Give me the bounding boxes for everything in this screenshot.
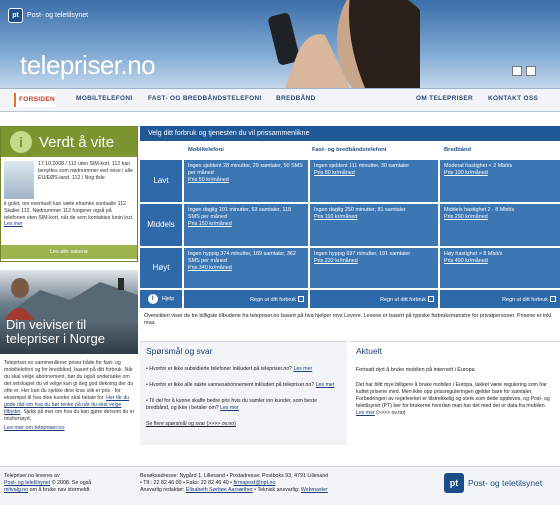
calc-fast-link[interactable] [310, 290, 438, 308]
cell-price-link[interactable]: Pris 190 kr/måned [444, 170, 488, 176]
calc-bredband-link[interactable] [440, 290, 560, 308]
help-label: Hjelp [161, 296, 175, 302]
site-footer [0, 466, 560, 505]
footer-left-text-b: © 2008. Se også [50, 480, 92, 486]
row-label-lavt: Lavt [140, 160, 182, 202]
cell-lavt-mobil[interactable] [184, 160, 308, 202]
nav-om-telepriser[interactable]: OM TELEPRISER [416, 95, 473, 102]
cell-price-link[interactable]: Pris 80 kr/måned [314, 170, 355, 176]
faq-item [146, 398, 341, 412]
print-icon[interactable] [512, 66, 522, 76]
cell-price-link[interactable]: Pris 50 kr/måned [188, 177, 229, 183]
verdt-text-b-body: it golet, om eventuell kan væte elramke sonlaalle 112 Skalier 112. Nødnummer 112 fungerer også på telefonen uten SIM-kort, når de som kontaktes lunin lozi. [4, 201, 134, 221]
help-icon: i [148, 294, 158, 304]
cell-price-link[interactable]: Pris 290 kr/måned [444, 214, 488, 220]
footer-contact-line: • Tlf.: 22 82 46 00 • Faks: 22 82 46 40 • [140, 480, 233, 486]
veiviser-text [4, 360, 137, 423]
cell-middels-fast[interactable] [310, 204, 438, 246]
header-icons [512, 66, 536, 76]
footer-address-line: Besøksadresse: Nygård 1, Lillesand • Postadresse: Postboks 93, 4791 Lillesand [140, 473, 329, 479]
cell-text: Ingen daglig 101 minutter, 63 samtaler, 118 SMS per måned [188, 207, 291, 220]
faq-item [146, 382, 341, 389]
veiviser-text-tail: . Sjekk på mer om hva du kan gjøre dersom du er misfornøyd. [4, 409, 135, 422]
veiviser-text-body: Telepriser.no sammenlikner priser både for fast- og mobiltelefoni og for bredbånd, basert på ditt forbruk. Når du skal velge abonnement, bør du også undersøke om det selskapet du vil velge kan gi deg god dekning der du ofte er. Her kan du sjekke dine krav slik er pris - for eksempel til hva dine kunder skal betale for. [4, 360, 134, 401]
cell-text: Ingen sjeldent 28 minutter, 29 samtaler, 50 SMS per måned [188, 163, 303, 176]
faq-all-link[interactable]: Se flere spørsmål og svar (>>>> ov.no) [146, 421, 236, 427]
cell-price-link[interactable]: Pris 340 kr/måned [188, 265, 232, 271]
footer-tech-label: • Teknisk ansvarlig: [252, 487, 301, 493]
cell-price-link[interactable]: Pris 150 kr/måned [188, 221, 232, 227]
cell-lavt-fast[interactable] [310, 160, 438, 202]
cell-lavt-bredband[interactable] [440, 160, 560, 202]
cell-price-link[interactable]: Pris 232 kr/måned [314, 258, 358, 264]
nav-forsiden[interactable]: FORSIDEN [14, 93, 55, 107]
faq-box [140, 341, 347, 445]
cell-middels-mobil[interactable] [184, 204, 308, 246]
news-read-more-link[interactable]: Les mer [356, 410, 375, 416]
footer-address [140, 473, 400, 494]
verdt-all-link[interactable]: Les alle sakene [1, 245, 137, 259]
english-flag-icon[interactable] [526, 66, 536, 76]
cell-text: Middels hastighet 2 - 8 Mbit/s [444, 207, 515, 213]
nav-mobiltelefoni[interactable]: MOBILTELEFONI [76, 95, 133, 102]
veiviser-title: Din veiviser til telepriser i Norge [6, 317, 105, 346]
row-label-middels: Middels [140, 204, 182, 246]
cell-text: Høy hastighet > 8 Mbit/s [444, 251, 503, 257]
news-body [356, 382, 556, 417]
cell-hoyt-fast[interactable] [310, 248, 438, 288]
cell-hoyt-bredband[interactable] [440, 248, 560, 288]
row-label-hoyt: Høyt [140, 248, 182, 288]
news-body-text: Det har blitt mye billigere å bruke mobilen i Europa, takket være regulering som har kuttet prisene med. Men ikke opp prissreguleringen gjelder bare for samtaler. Forbedringen av regelverket er tilstrekkelig og sterk som dette oppleves, og Post- og teletilsynet (PT) ber for brukerne hvordan man har det med det er data fra mobilen. [356, 382, 550, 409]
footer-webmaster-link[interactable]: Webmaster [300, 487, 328, 493]
faq-link[interactable]: Les mer [315, 382, 335, 388]
news-headline[interactable]: Fortsatt dyrt å bruke mobilen på internett i Europa [356, 367, 475, 373]
header-photo [255, 0, 420, 88]
news-title: Aktuelt [356, 346, 382, 356]
footer-email-link[interactable]: firmapost@npt.no [233, 480, 276, 486]
news-link-tail: (>>>> ov.no) [374, 410, 406, 416]
veiviser-photo [0, 270, 138, 320]
footer-left [4, 473, 134, 494]
cell-text: Ingen sjeldent 111 minutter, 30 samtaler [314, 163, 410, 169]
footer-editor-link[interactable]: Elisabeth Sørbøe Aarsæther [185, 487, 253, 493]
veiviser-advice-link[interactable]: Her får du gode råd om hva du bør tenke på når du skal velge tilbyder [4, 395, 130, 415]
veiviser-banner [0, 270, 138, 354]
nav-bredband[interactable]: BREDBÅND [276, 95, 316, 102]
site-brand[interactable]: telepriser.no [20, 50, 156, 80]
verdt-text-b [4, 201, 134, 228]
compare-title: Velg ditt forbruk og tjenesten du vil prissammenlikne [140, 126, 560, 141]
footer-left-text-c: om å bruke nav stormeldt [28, 487, 90, 493]
col-bredband: Bredbånd [444, 147, 472, 153]
cell-middels-bredband[interactable] [440, 204, 560, 246]
calc-label: Regn ut ditt forbruk [250, 297, 296, 303]
veiviser-read-more-link[interactable]: Les mer om telepriser.no [4, 425, 65, 431]
nav-kontakt-oss[interactable]: KONTAKT OSS [488, 95, 539, 102]
faq-question: • Hvorfor er ikke subsidierte telefoner inkludert på telepriser.no? [146, 366, 292, 372]
footer-mitvalg-link[interactable]: mitvalg.no [4, 487, 29, 493]
cell-text: Ingen daglig 250 minutter, 81 samtaler [314, 207, 406, 213]
cell-price-link[interactable]: Pris 110 kr/måned [314, 214, 358, 220]
verdt-header [1, 127, 137, 157]
pt-logo-footer-text: Post- og teletilsynet [468, 478, 543, 488]
faq-link[interactable]: Les mer [293, 366, 313, 372]
cell-text: Moderat hastighet < 2 Mbit/s [444, 163, 513, 169]
info-icon: i [10, 131, 32, 153]
pt-logo-footer[interactable] [444, 473, 542, 493]
faq-question: • Til del for å kunne skaffe bedre pris hvis du samler inn kunder, som beste bredbånd, og ikke i betaler om? [146, 398, 317, 411]
nav-fast-bredband[interactable]: FAST- OG BREDBÅNDSTELEFONI [148, 95, 262, 102]
footer-editor-label: Ansvarlig redaktør: [140, 487, 186, 493]
news-box [350, 341, 560, 445]
col-mobil: Mobiltelefoni [188, 147, 224, 153]
cell-price-link[interactable]: Pris 490 kr/måned [444, 258, 488, 264]
calc-label: Regn ut ditt forbruk [502, 297, 548, 303]
verdt-read-more-link[interactable]: Les mer [4, 221, 23, 228]
faq-question: • Hvorfor er ikke alle sakte vannesabonnement inkludert på telepriser.no? [146, 382, 315, 388]
footer-pt-link[interactable]: Post- og teletilsynet [4, 480, 51, 486]
site-header [0, 0, 560, 88]
verdt-a-vite-box [0, 126, 138, 262]
verdt-photo [4, 161, 34, 199]
cell-hoyt-mobil[interactable] [184, 248, 308, 288]
verdt-text-a: 17.10.2008 / 112 uten SIM-kort. 112 kan benyttes som nødnummer ved reise i alle EU/EØS-land. 112 / Nog tlsle [38, 161, 133, 181]
calc-label: Regn ut ditt forbruk [380, 297, 426, 303]
pt-logo-text: Post- og teletilsynet [27, 11, 89, 19]
faq-title: Spørsmål og svar [146, 346, 213, 356]
pt-logo-icon: pt [8, 8, 23, 23]
compare-column-headers [140, 145, 560, 158]
checkbox-icon [550, 296, 556, 302]
faq-item [146, 366, 341, 373]
col-fast: Fast- og bredbåndstelefoni [312, 147, 387, 153]
cell-text: Ingen hyppig 697 minutter, 191 samtaler [314, 251, 411, 257]
calc-mobil-link[interactable] [184, 290, 308, 308]
help-cell[interactable] [140, 290, 182, 308]
checkbox-icon [298, 296, 304, 302]
cell-text: Ingen hyppig 374 minutter, 189 samtaler, 362 SMS per måned [188, 251, 296, 264]
pt-logo-footer-icon: pt [444, 473, 464, 493]
pt-logo-small[interactable] [8, 7, 88, 23]
verdt-title: Verdt å vite [39, 133, 115, 151]
checkbox-icon [428, 296, 434, 302]
footer-left-text: Telepriser.no leveres av [4, 473, 60, 479]
main-nav [0, 88, 560, 112]
faq-link[interactable]: Les mer [220, 405, 239, 411]
compare-description: Oversikten viser de tre billigste tilbudene fra telepriser.no basert på hva hjelper mvs Levere. Lesene er basert på typiske forbruksmønstre for privatpersoner. Prisene er inkl. mva. [144, 313, 553, 327]
